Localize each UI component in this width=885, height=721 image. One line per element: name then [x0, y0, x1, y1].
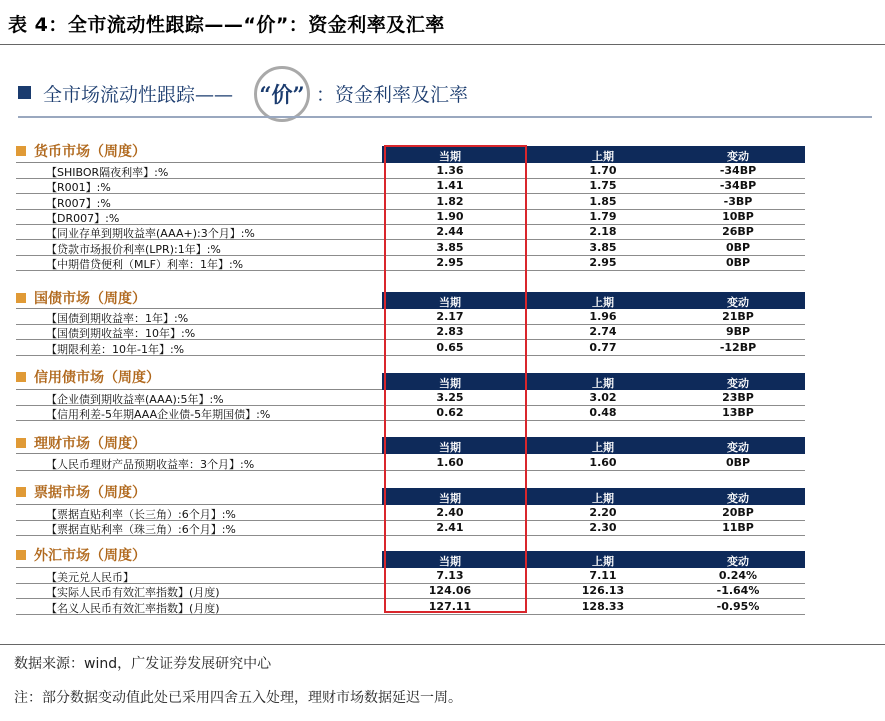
document-title: 表 4：全市流动性跟踪——“价”：资金利率及汇率 — [8, 14, 445, 36]
cell-change: -1.64% — [716, 584, 760, 598]
banner-title-right: ：资金利率及汇率 — [316, 84, 469, 106]
cell-current: 1.41 — [436, 179, 464, 193]
cell-change: 0BP — [725, 456, 751, 469]
cell-label: 【期限利差：10年-1年】:% — [46, 342, 185, 356]
bottom-rule — [0, 644, 885, 645]
cell-previous: 2.20 — [589, 506, 617, 519]
cell-current: 2.17 — [436, 310, 464, 323]
source-note: 数据来源：wind，广发证券发展研究中心 — [14, 656, 272, 672]
cell-label: 【人民币理财产品预期收益率：3个月】:% — [46, 458, 255, 471]
cell-current: 0.65 — [436, 340, 464, 354]
cell-current: 3.85 — [436, 240, 464, 254]
section-title-text: 信用债市场（周度） — [34, 370, 160, 386]
cell-change: -34BP — [719, 164, 757, 177]
header-current: 当期 — [439, 377, 461, 390]
cell-change: 20BP — [722, 506, 754, 519]
cell-label: 【企业债到期收益率(AAA):5年】:% — [46, 393, 224, 406]
cell-current: 124.06 — [428, 584, 472, 598]
cell-current: 2.40 — [436, 506, 464, 519]
cell-change: 9BP — [725, 325, 751, 339]
header-current: 当期 — [439, 441, 461, 454]
cell-change: 21BP — [722, 310, 754, 323]
cell-label: 【贷款市场报价利率(LPR):1年】:% — [46, 242, 221, 256]
section-title-text: 票据市场（周度） — [34, 485, 146, 501]
section-square-icon — [16, 550, 26, 560]
cell-current: 7.13 — [436, 569, 464, 582]
header-change: 变动 — [727, 492, 749, 505]
header-current: 当期 — [439, 555, 461, 568]
cell-label: 【DR007】:% — [46, 211, 120, 225]
banner-underline — [18, 116, 872, 118]
cell-previous: 3.85 — [589, 240, 617, 254]
cell-label: 【名义人民币有效汇率指数】(月度) — [46, 601, 220, 615]
section-title — [16, 433, 146, 453]
section-title-text: 货币市场（周度） — [34, 144, 146, 160]
header-change: 变动 — [727, 296, 749, 309]
header-current: 当期 — [439, 296, 461, 309]
current-period-highlight — [384, 145, 527, 613]
banner-price-circle: “价” — [254, 66, 310, 122]
cell-previous: 1.70 — [589, 164, 617, 177]
cell-current: 3.25 — [436, 391, 464, 404]
header-previous: 上期 — [592, 492, 614, 505]
cell-label: 【票据直贴利率（长三角）:6个月】:% — [46, 508, 236, 521]
cell-previous: 126.13 — [581, 584, 625, 598]
section-square-icon — [16, 372, 26, 382]
cell-change: -3BP — [723, 194, 753, 208]
section-title — [16, 367, 160, 387]
cell-current: 1.36 — [436, 164, 464, 177]
cell-change: 13BP — [722, 406, 754, 420]
cell-current: 127.11 — [428, 599, 472, 613]
cell-label: 【国债到期收益率：10年】:% — [46, 327, 196, 341]
section-banner — [18, 66, 872, 126]
section-square-icon — [16, 293, 26, 303]
cell-previous: 1.85 — [589, 194, 617, 208]
cell-previous: 1.75 — [589, 179, 617, 193]
cell-label: 【国债到期收益率：1年】:% — [46, 312, 189, 325]
top-rule — [0, 44, 885, 45]
cell-previous: 1.96 — [589, 310, 617, 323]
cell-change: 0BP — [725, 240, 751, 254]
section-title-text: 外汇市场（周度） — [34, 548, 146, 564]
cell-previous: 2.95 — [589, 255, 617, 269]
banner-title-left: 全市场流动性跟踪—— — [43, 84, 234, 106]
cell-label: 【美元兑人民币】 — [46, 571, 134, 584]
section-title — [16, 141, 146, 161]
section-title-text: 国债市场（周度） — [34, 291, 146, 307]
cell-current: 0.62 — [436, 406, 464, 420]
cell-label: 【票据直贴利率（珠三角）:6个月】:% — [46, 523, 236, 537]
cell-previous: 0.77 — [589, 340, 617, 354]
cell-change: 0.24% — [718, 569, 758, 582]
cell-current: 1.60 — [436, 456, 464, 469]
cell-previous: 3.02 — [589, 391, 617, 404]
section-title — [16, 545, 146, 565]
section-title — [16, 482, 146, 502]
header-current: 当期 — [439, 150, 461, 163]
cell-change: -12BP — [719, 340, 757, 354]
cell-change: 26BP — [722, 225, 754, 239]
header-change: 变动 — [727, 555, 749, 568]
cell-change: 23BP — [722, 391, 754, 404]
cell-current: 2.95 — [436, 255, 464, 269]
cell-label: 【实际人民币有效汇率指数】(月度) — [46, 586, 220, 600]
cell-previous: 128.33 — [581, 599, 625, 613]
cell-label: 【R007】:% — [46, 196, 111, 210]
section-square-icon — [16, 146, 26, 156]
cell-current: 2.83 — [436, 325, 464, 339]
section-title — [16, 288, 146, 308]
cell-previous: 7.11 — [589, 569, 617, 582]
header-previous: 上期 — [592, 441, 614, 454]
cell-change: -0.95% — [716, 599, 760, 613]
banner-square-icon — [18, 86, 31, 99]
cell-current: 1.90 — [436, 209, 464, 223]
header-change: 变动 — [727, 441, 749, 454]
cell-label: 【R001】:% — [46, 181, 111, 195]
cell-previous: 2.18 — [589, 225, 617, 239]
cell-label: 【SHIBOR隔夜利率】:% — [46, 166, 169, 179]
header-previous: 上期 — [592, 296, 614, 309]
header-current: 当期 — [439, 492, 461, 505]
cell-change: 11BP — [722, 521, 754, 535]
cell-current: 1.82 — [436, 194, 464, 208]
cell-previous: 1.79 — [589, 209, 617, 223]
cell-label: 【中期借贷便利（MLF）利率：1年】:% — [46, 257, 244, 271]
cell-previous: 2.30 — [589, 521, 617, 535]
cell-previous: 0.48 — [589, 406, 617, 420]
cell-label: 【同业存单到期收益率(AAA+):3个月】:% — [46, 227, 255, 241]
footnote: 注：部分数据变动值此处已采用四舍五入处理，理财市场数据延迟一周。 — [14, 690, 462, 706]
header-previous: 上期 — [592, 555, 614, 568]
cell-current: 2.41 — [436, 521, 464, 535]
cell-previous: 1.60 — [589, 456, 617, 469]
section-square-icon — [16, 438, 26, 448]
header-change: 变动 — [727, 377, 749, 390]
header-previous: 上期 — [592, 377, 614, 390]
cell-label: 【信用利差-5年期AAA企业债-5年期国债】:% — [46, 408, 271, 422]
section-title-text: 理财市场（周度） — [34, 436, 146, 452]
header-change: 变动 — [727, 150, 749, 163]
cell-change: 10BP — [722, 209, 754, 223]
section-square-icon — [16, 487, 26, 497]
cell-previous: 2.74 — [589, 325, 617, 339]
section-divider — [16, 453, 382, 454]
header-previous: 上期 — [592, 150, 614, 163]
cell-change: 0BP — [725, 255, 751, 269]
cell-change: -34BP — [719, 179, 757, 193]
cell-current: 2.44 — [436, 225, 464, 239]
